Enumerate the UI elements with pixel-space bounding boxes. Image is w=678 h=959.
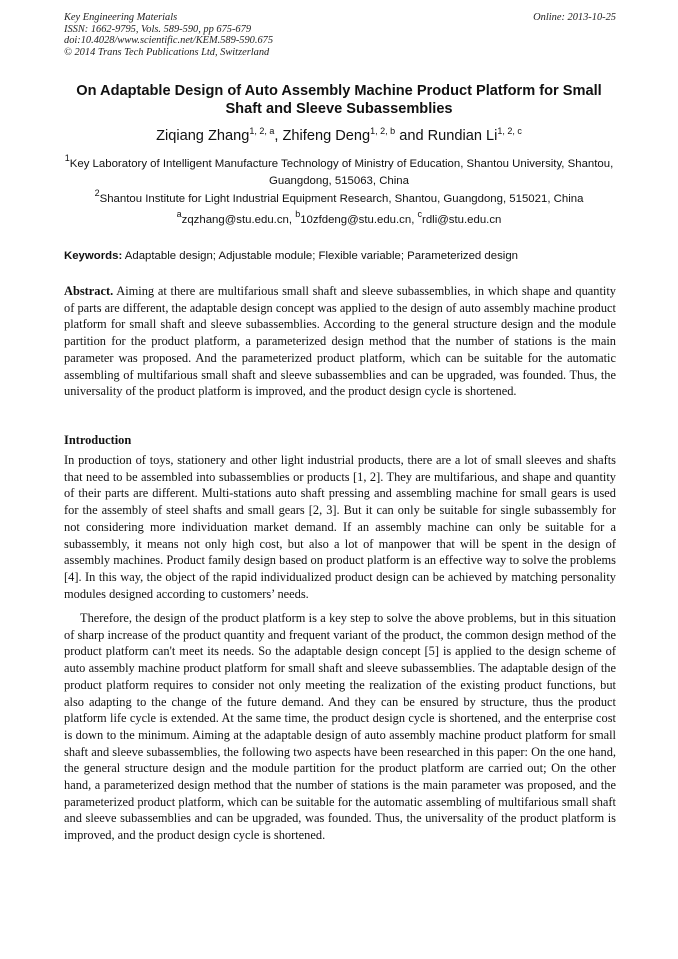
email-address[interactable]: zqzhang@stu.edu.cn, (181, 214, 296, 226)
author-affiliation-marker: 1, 2, b (370, 126, 396, 136)
copyright-line: © 2014 Trans Tech Publications Ltd, Switzerland (64, 46, 270, 58)
email-marker: c (417, 209, 423, 219)
introduction-paragraph-1: In production of toys, stationery and other light industrial products, there are a lot of small sleeves and shafts that need to be assembled into subassemblies or products [1, 2]. They are multifarious, and shape and quantity of their parts are different. Multi-stations auto shaft pressing and assembling machine for small gears is used for the assembly of steel shafts and small gears [2, 3]. But it can only be suitable for single subassembly for not considering more individuation market demand. If an assembly machine can only be suitable for a subassembly, it means not only high cost, but also a lot of manpower that will be spent in the design of assembly machines. Product family design based on product platform is an effective way to solve the problems [4]. In this way, the object of the rapid individualized product design can be achieved by matching personality modules designed according to customers’ needs. (64, 453, 616, 601)
email-address[interactable]: rdli@stu.edu.cn (422, 214, 502, 226)
affiliation-text: Shantou Institute for Light Industrial Equipment Research, Shantou, Guangdong, 515021, China (99, 193, 584, 205)
email-address[interactable]: 10zfdeng@stu.edu.cn, (300, 214, 418, 226)
keywords-label: Keywords: (64, 250, 123, 262)
author-affiliation-marker: 1, 2, c (497, 126, 522, 136)
affiliation-text: Key Laboratory of Intelligent Manufacture Technology of Ministry of Education, Shantou University, Shantou, Guangdong, 515063, China (69, 158, 614, 187)
email-list (60, 209, 618, 228)
author-separator: , (274, 128, 283, 144)
author-affiliation-marker: 1, 2, a (249, 126, 275, 136)
online-date: Online: 2013-10-25 (533, 12, 616, 23)
author-name: Zhifeng Deng (282, 128, 371, 144)
abstract-label: Abstract. (64, 284, 114, 298)
author-name: Ziqiang Zhang (156, 128, 250, 144)
keywords-line (64, 248, 616, 264)
affiliation-marker: 2 (94, 188, 100, 198)
author-name: Rundian Li (427, 128, 498, 144)
journal-name: Key Engineering Materials (64, 12, 178, 23)
journal-header (64, 12, 616, 58)
author-list (60, 127, 618, 145)
section-heading-introduction: Introduction (64, 433, 132, 447)
author-separator: and (395, 128, 428, 144)
paper-title: On Adaptable Design of Auto Assembly Machine Product Platform for Small Shaft and Sleeve Subassemblies (76, 83, 602, 117)
keywords-text: Adaptable design; Adjustable module; Flexible variable; Parameterized design (122, 250, 518, 262)
email-marker: b (295, 209, 301, 219)
affiliation-marker: 1 (64, 153, 70, 163)
affiliation-2 (60, 188, 618, 208)
abstract-text: Aiming at there are multifarious small shaft and sleeve subassemblies, in which shape and quantity of parts are different, the adaptable design concept was applied to the design of auto assembly machine product platform for small shaft and sleeve subassemblies. According to the general structure design and the module partition for the product platform, a parameterized design method that the number of stations is the main parameter was proposed. And the parameterized product platform, which can be suitable for the automatic assembling of multifarious small shaft and sleeve subassemblies and can be upgraded, was founded. Thus, the universality of the product platform is improved, and the product design cycle is shortened. (64, 284, 616, 399)
introduction-paragraph-2: Therefore, the design of the product platform is a key step to solve the above problems, but in this situation of sharp increase of the product quantity and frequent variant of the product, the common design method of the product platform can't meet its needs. So the adaptable design concept [5] is applied to the design scheme of auto assembly machine product platform for small shaft and sleeve subassemblies. The adaptable design of the product platform requires to consider not only meeting the realization of the existing product functions, but also adapting to the change of the future demand. And they can be ensured by structure, thus the product platform life cycle is extended. At the same time, the product design cycle is shortened, and the enterprise cost is down to the minimum. Aiming at the adaptable design of auto assembly machine product platform for small shaft and sleeve subassemblies, the following two aspects have been researched in this paper: On the one hand, the general structure design and the module partition for the product platform are carried out; On the other hand, a parameterized design method that the number of stations is the main parameter was proposed, and the parameterized product platform, which can be suitable for the automatic assembling of multifarious small shaft and sleeve subassemblies and can be upgraded, was founded. Thus, the universality of the product platform is improved, and the product design cycle is shortened. (64, 611, 616, 843)
doi-line: doi:10.4028/www.scientific.net/KEM.589-590.675 (64, 35, 274, 46)
abstract-paragraph (64, 283, 616, 400)
email-marker: a (176, 209, 182, 219)
issn-line: ISSN: 1662-9795, Vols. 589-590, pp 675-679 (64, 23, 252, 35)
affiliation-1 (60, 153, 618, 189)
